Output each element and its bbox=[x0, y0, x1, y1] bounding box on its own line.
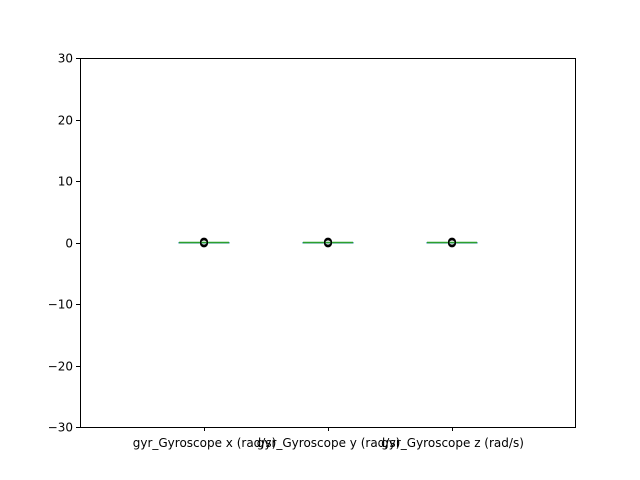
x-tick-label: gyr_Gyroscope y (rad/s) bbox=[256, 436, 401, 450]
y-tick-label: −10 bbox=[47, 297, 73, 312]
y-tick-label: 10 bbox=[57, 174, 73, 189]
box-group bbox=[303, 238, 353, 247]
box-group bbox=[179, 238, 229, 247]
x-axis bbox=[133, 427, 524, 450]
y-tick-label: 0 bbox=[65, 236, 73, 251]
y-tick-label: −30 bbox=[47, 420, 73, 435]
box-series bbox=[179, 238, 477, 247]
y-tick-label: −20 bbox=[47, 359, 73, 374]
x-tick-label: gyr_Gyroscope z (rad/s) bbox=[381, 436, 524, 450]
y-tick-label: 30 bbox=[57, 51, 73, 66]
y-tick-label: 20 bbox=[57, 113, 73, 128]
box-group bbox=[427, 238, 477, 247]
x-tick-label: gyr_Gyroscope x (rad/s) bbox=[132, 436, 277, 450]
y-axis bbox=[48, 52, 80, 435]
